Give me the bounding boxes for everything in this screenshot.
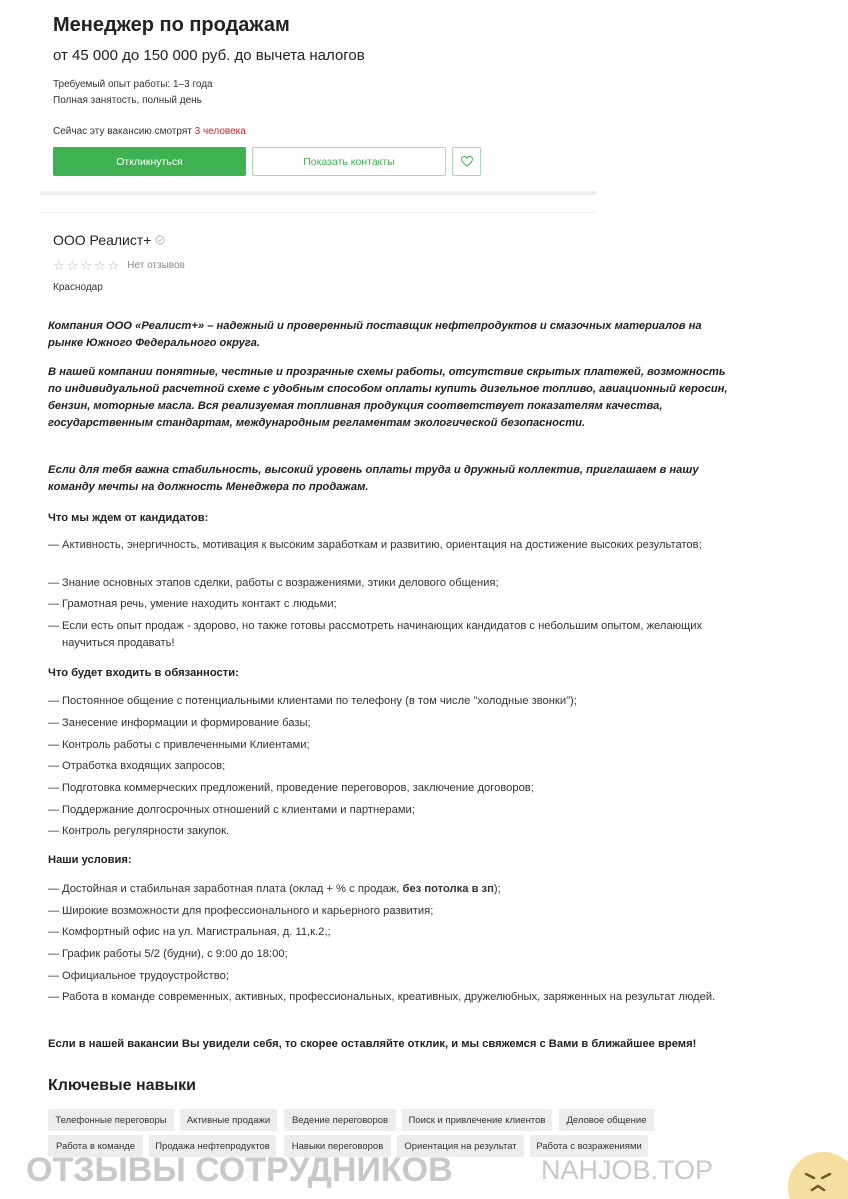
list-item: — Контроль работы с привлеченными Клиентами; [48,739,310,751]
list-item: — Занесение информации и формирование базы; [48,717,311,729]
skill-tag: Продажа нефтепродуктов [149,1135,276,1157]
skill-tag: Работа с возражениями [530,1135,648,1157]
emoji-icon [788,1152,848,1199]
description-intro: В нашей компании понятные, честные и прозрачные схемы работы, отсутствие скрытых платежей, возможность по индивидуальной расчетной схеме с удобным способом оплаты купить дизельное топливо, авиационный керосин, бензин, моторные масла. Вся реализуемая топливная продукция соответствует показателям качества, государственным стандартам, международным регламентам экологической безопасности. [48,366,728,429]
list-item: — Если есть опыт продаж - здорово, но также готовы рассмотреть начинающих кандидатов с небольшим опытом, желающих научиться продавать! [48,620,703,649]
list-item: — График работы 5/2 (будни), с 9:00 до 18:00; [48,948,288,960]
star-icon: ☆ [66,258,79,273]
list-item: — Активность, энергичность, мотивация к высоким заработкам и развитию, ориентация на достижение высоких результатов; [48,539,702,551]
star-icon: ☆ [80,258,92,273]
skill-tag: Деловое общение [559,1109,654,1131]
favorite-button[interactable] [452,147,481,176]
viewers-info [53,126,246,137]
skill-tag: Работа в команде [48,1135,143,1157]
verified-icon [155,235,165,245]
show-contacts-button[interactable]: Показать контакты [252,147,446,176]
list-item: — Широкие возможности для профессионального и карьерного развития; [48,905,434,917]
list-item: — Работа в команде современных, активных, профессиональных, креативных, дружелюбных, заряженных на результат людей. [48,991,716,1003]
divider [40,191,596,195]
list-item: — Комфортный офис на ул. Магистральная, д. 11,к.2,; [48,926,331,938]
skill-tag: Ориентация на результат [397,1135,524,1157]
list-item: — Поддержание долгосрочных отношений с клиентами и партнерами; [48,804,415,816]
salary: от 45 000 до 150 000 руб. до вычета налогов [53,47,365,64]
closing-text: Если в нашей вакансии Вы увидели себя, то скорее оставляйте отклик, и мы свяжемся с Вами в ближайшее время! [48,1038,697,1050]
skill-tag: Поиск и привлечение клиентов [402,1109,552,1131]
list-item: — Грамотная речь, умение находить контакт с людьми; [48,598,337,610]
vacancy-title: Менеджер по продажам [53,14,290,36]
employment-type: Полная занятость, полный день [53,95,202,106]
skill-tag: Навыки переговоров [284,1135,391,1157]
experience: Требуемый опыт работы: 1–3 года [53,79,213,90]
company-rating [53,259,185,272]
viewers-count: 3 человека [194,126,246,137]
reviews-count: Нет отзывов [127,260,185,271]
skill-tag: Ведение переговоров [284,1109,396,1131]
skills-heading: Ключевые навыки [48,1077,196,1094]
skill-tag: Активные продажи [180,1109,277,1131]
description-intro: Компания ООО «Реалист+» – надежный и проверенный поставщик нефтепродуктов и смазочных материалов на рынке Южного Федерального округа. [48,320,702,349]
watermark-site: NAHJOB.TOP [541,1155,714,1185]
duties-heading: Что будет входить в обязанности: [48,667,239,679]
apply-button[interactable]: Откликнуться [53,147,246,176]
watermark-text: ОТЗЫВЫ СОТРУДНИКОВ [26,1151,453,1189]
list-item: — Подготовка коммерческих предложений, проведение переговоров, заключение договоров; [48,782,534,794]
star-icon: ☆ [53,258,65,273]
viewers-prefix: Сейчас эту вакансию смотрят [53,126,195,137]
heart-icon [461,156,473,167]
company-name[interactable] [53,232,165,248]
star-icon: ☆ [107,258,120,273]
list-item: — Постоянное общение с потенциальными клиентами по телефону (в том числе "холодные звонки"); [48,695,577,707]
list-item: — Официальное трудоустройство; [48,970,229,982]
list-item: — Отработка входящих запросов; [48,760,226,772]
list-item: — Достойная и стабильная заработная плата (оклад + % с продаж, без потолка в зп); [48,883,501,895]
requirements-heading: Что мы ждем от кандидатов: [48,512,209,524]
list-item: — Знание основных этапов сделки, работы с возражениями, этики делового общения; [48,577,499,589]
divider [40,212,596,213]
conditions-heading: Наши условия: [48,854,132,866]
skill-tag: Телефонные переговоры [48,1109,174,1131]
list-item: — Контроль регулярности закупок. [48,825,230,837]
description-intro: Если для тебя важна стабильность, высокий уровень оплаты труда и дружный коллектив, приглашаем в нашу команду мечты на должность Менеджера по продажам. [48,464,699,493]
company-city: Краснодар [53,282,103,293]
star-icon: ☆ [93,258,106,273]
company-name-text[interactable]: ООО Реалист+ [53,232,152,248]
